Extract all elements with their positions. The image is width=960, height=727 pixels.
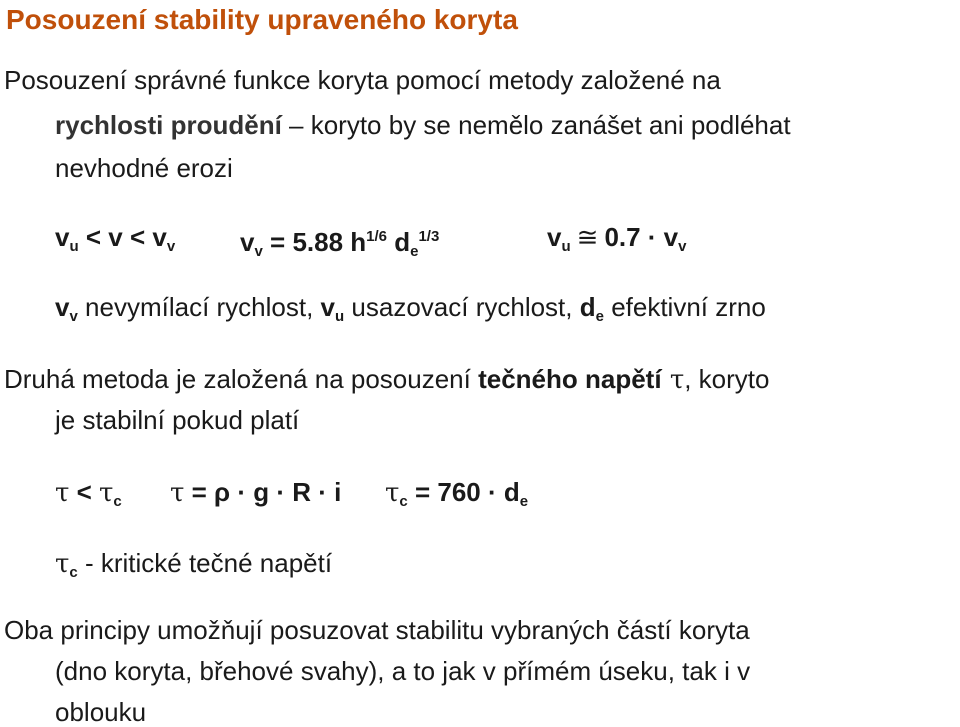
slide-title: Posouzení stability upraveného koryta — [6, 4, 518, 35]
para1-line2 — [55, 110, 791, 140]
formula-velocity-range: $v_u < v < v_v$ — [55, 222, 176, 255]
conclusion-line1: Oba principy umožňují posuzovat stabilitu vybraných částí koryta — [4, 615, 750, 645]
formula-tau: τ = ρ · g · R · i — [170, 477, 342, 508]
formula-tau-c: $\tau_c = 760 \cdot d_e$ — [385, 477, 529, 510]
conclusion-line2: (dno koryta, břehové svahy), a to jak v přímém úseku, tak i v — [55, 656, 751, 686]
approx-symbol: ≅ — [576, 223, 599, 253]
conclusion-line3: oblouku — [55, 697, 147, 727]
para2-line2: je stabilní pokud platí — [55, 405, 300, 435]
para2-line1: Druhá metoda je založená na posouzení tečného napětí τ, koryto — [4, 364, 770, 395]
formula-vv: $v_v = 5.88$ $h^{1/6}$ $d_e^{1/3}$ — [240, 227, 440, 260]
para1-line2-rest: – koryto by se nemělo zanášet ani podléhat — [281, 110, 791, 140]
para1-bold: rychlosti proudění — [55, 110, 282, 140]
critical-stress-line: $\tau_c$ - kritické tečné napětí — [55, 548, 333, 581]
definitions-line: $v_v$ nevymílací rychlost, $v_u$ usazovací rychlost, $d_e$ efektivní zrno — [55, 292, 766, 325]
para1-line1: Posouzení správné funkce koryta pomocí metody založené na — [4, 65, 721, 95]
formula-tau-condition: $\tau < \tau_c$ — [55, 477, 122, 510]
formula-vu: $v_u$ ≅ $0.7 \cdot v_v$ — [547, 222, 687, 255]
para1-line3: nevhodné erozi — [55, 153, 233, 183]
